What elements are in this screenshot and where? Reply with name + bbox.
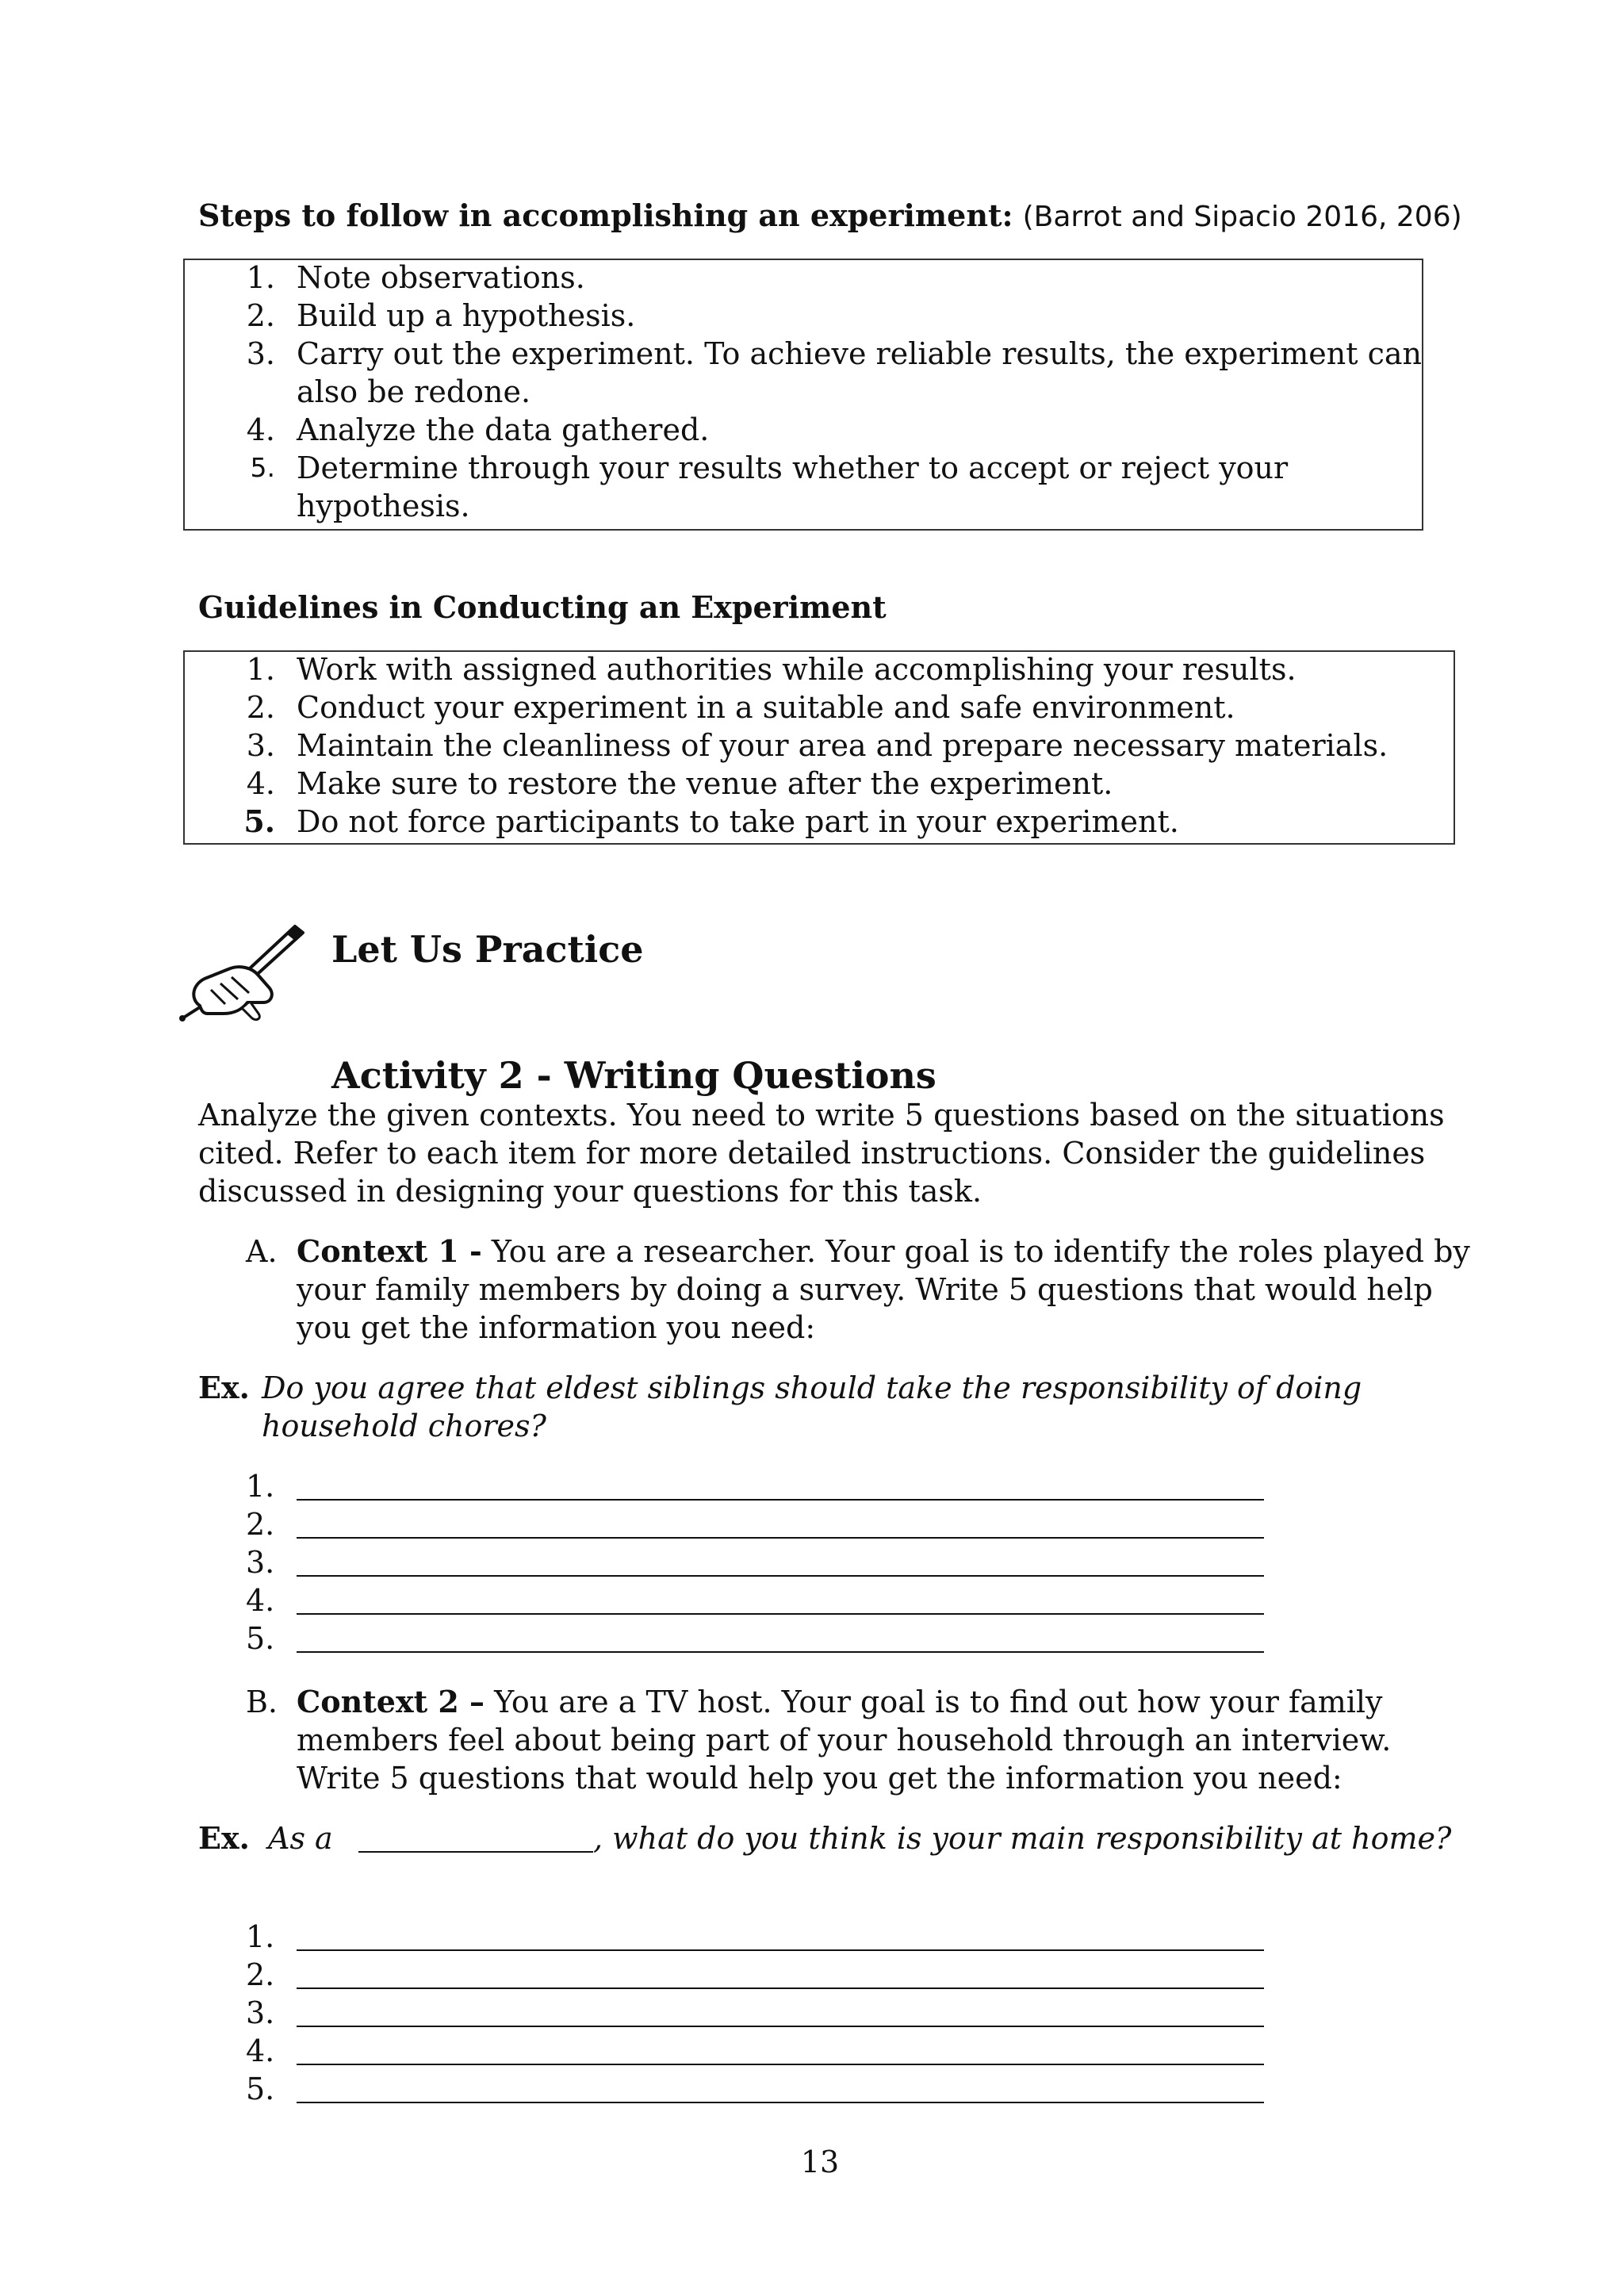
context1-example: household chores? — [262, 1409, 546, 1443]
context2-example-prefix: As a — [268, 1821, 333, 1856]
context1-line: you get the information you need: — [297, 1310, 816, 1345]
answer-number: 3. — [246, 1995, 275, 2030]
answer-number: 5. — [246, 2072, 275, 2106]
context1-line: your family members by doing a survey. Write 5 questions that would help — [297, 1272, 1433, 1307]
answer-blank[interactable] — [297, 2064, 1264, 2065]
answer-blank[interactable] — [297, 1499, 1264, 1501]
steps-source: (Barrot and Sipacio 2016, 206) — [1022, 201, 1462, 233]
page-number: 13 — [800, 2145, 840, 2179]
example-blank[interactable] — [358, 1851, 593, 1853]
context2-first-line: Context 2 – You are a TV host. Your goal is to find out how your family — [297, 1684, 1383, 1719]
answer-blank[interactable] — [297, 1651, 1264, 1653]
answer-blank[interactable] — [297, 2102, 1264, 2103]
answer-blank[interactable] — [297, 1575, 1264, 1577]
context2-ex-label: Ex. — [198, 1820, 250, 1856]
context2-example-suffix: , what do you think is your main responsibility at home? — [593, 1821, 1452, 1856]
steps-heading-line — [198, 197, 1462, 236]
answer-blank[interactable] — [297, 1987, 1264, 1989]
answer-blank[interactable] — [297, 1537, 1264, 1539]
context1-ex-label: Ex. — [198, 1370, 250, 1405]
answer-blank[interactable] — [297, 1613, 1264, 1615]
document-page: Steps to follow in accomplishing an experiment: (Barrot and Sipacio 2016, 206) 1. Note observations. 2. Build up a hypothesis. 3. Carry out the experiment. To achieve reliable results, the experiment can also be redone. 4. Analyze the data gathered. 5. Determine through your results whether to accept or reject your hypothesis. Guidelines in Conducting an Experiment 1. Work with assigned authorities while accomplishing your results. 2. Conduct your experiment in a suitable and safe environment. 3. Maintain the cleanliness of your area and prepare necessary materials. 4. Make sure to restore the venue after the experiment. 5. Do not force participants to take part in your experiment. Let Us Practice Activity 2 - Writing Questions Analyze the given contexts. You need to write 5 questions based on the situations cited. Refer to each item for more detailed instructions. Consider the guidelines discussed in designing your questions for this task. A. Context 1 - You are a researcher. Your goal is to identify the roles played by your family members by doing a survey. Write 5 questions that would help you get the information you need: Ex. Do you agree that eldest siblings should take the responsibility of doing household chores? 1. 2. 3. 4. 5. B. Context 2 – You are a TV host. Your goal is to find out how your family members feel about being part of your household through an interview. Write 5 questions that would help you get the information you need: Ex. As a , what do you think is your main responsibility at home? 1. 2. 3. 4. 5. 13 — [0, 0, 1624, 2296]
practice-title: Let Us Practice — [331, 928, 644, 971]
answer-blank[interactable] — [297, 2026, 1264, 2027]
context2-line: members feel about being part of your household through an interview. — [297, 1723, 1392, 1757]
answer-number: 3. — [246, 1545, 275, 1580]
context1-example: Do you agree that eldest siblings should take the responsibility of doing — [262, 1370, 1362, 1405]
answer-number: 1. — [246, 1919, 275, 1954]
activity-title: Activity 2 - Writing Questions — [331, 1054, 936, 1097]
answer-number: 1. — [246, 1469, 275, 1504]
answer-number: 4. — [246, 1583, 275, 1618]
steps-heading: Steps to follow in accomplishing an experiment: — [198, 197, 1013, 233]
answer-blank[interactable] — [297, 1949, 1264, 1951]
activity-intro-line: discussed in designing your questions for this task. — [198, 1174, 982, 1209]
context1-letter: A. — [246, 1234, 278, 1269]
answer-number: 4. — [246, 2033, 275, 2068]
context1-label: Context 1 - — [297, 1233, 482, 1269]
answer-number: 2. — [246, 1957, 275, 1992]
activity-intro-line: Analyze the given contexts. You need to write 5 questions based on the situations — [198, 1098, 1445, 1133]
context2-line: Write 5 questions that would help you get the information you need: — [297, 1761, 1342, 1796]
context1-first-line: Context 1 - You are a researcher. Your goal is to identify the roles played by — [297, 1233, 1470, 1269]
context2-letter: B. — [246, 1685, 278, 1719]
context2-label: Context 2 – — [297, 1684, 485, 1719]
answer-number: 5. — [246, 1621, 275, 1656]
activity-intro-line: cited. Refer to each item for more detailed instructions. Consider the guidelines — [198, 1136, 1426, 1171]
writing-hand-icon — [176, 920, 311, 1023]
answer-number: 2. — [246, 1507, 275, 1542]
guidelines-heading: Guidelines in Conducting an Experiment — [198, 589, 887, 625]
